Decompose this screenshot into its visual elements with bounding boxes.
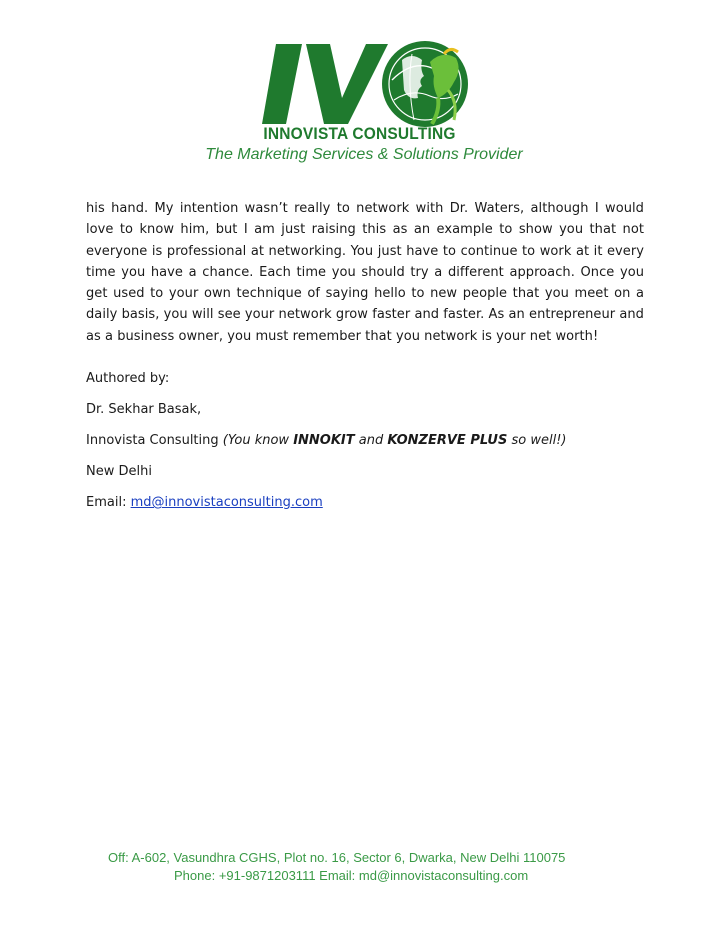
aside-close: so well!) (511, 433, 567, 449)
author-name: Dr. Sekhar Basak, (86, 402, 202, 418)
product-innokit: INNOKIT (293, 433, 355, 449)
spacer (86, 451, 644, 461)
aside-open: (You know (222, 433, 290, 449)
product-konzerve: KONZERVE PLUS (387, 433, 508, 449)
email-label: Email: (86, 495, 127, 511)
spacer (86, 347, 644, 368)
tagline (0, 146, 728, 164)
footer-address: Off: A-602, Vasundhra CGHS, Plot no. 16, Sector 6, Dwarka, New Delhi 110075 (108, 850, 566, 865)
email-link[interactable]: md@innovistaconsulting.com (130, 495, 323, 511)
city: New Delhi (86, 464, 152, 480)
company-name: INNOVISTA CONSULTING (263, 125, 456, 144)
authored-by-label: Authored by: (86, 371, 170, 387)
tagline-text: The Marketing Services & Solutions Provider (205, 146, 523, 163)
spacer (86, 482, 644, 492)
spacer (86, 389, 644, 399)
company-line (86, 430, 644, 451)
body-paragraph: his hand. My intention wasn’t really to network with Dr. Waters, although I would love to know him, but I am just raising this as an example to show you that not everyone is professional at networking. You just have to continue to work at it every time you have a chance. Each time you should try a different approach. Once you get used to your own technique of saying hello to new people that you meet on a daily basis, you will see your network grow faster and faster. As an entrepreneur and as a business owner, you must remember that you network is your net worth! (86, 201, 644, 344)
email-line (86, 492, 644, 513)
spacer (86, 420, 644, 430)
letter-body (86, 198, 644, 513)
footer-contact: Phone: +91-9871203111 Email: md@innovistaconsulting.com (174, 868, 529, 883)
company-text: Innovista Consulting (86, 433, 219, 449)
aside-and: and (358, 433, 384, 449)
